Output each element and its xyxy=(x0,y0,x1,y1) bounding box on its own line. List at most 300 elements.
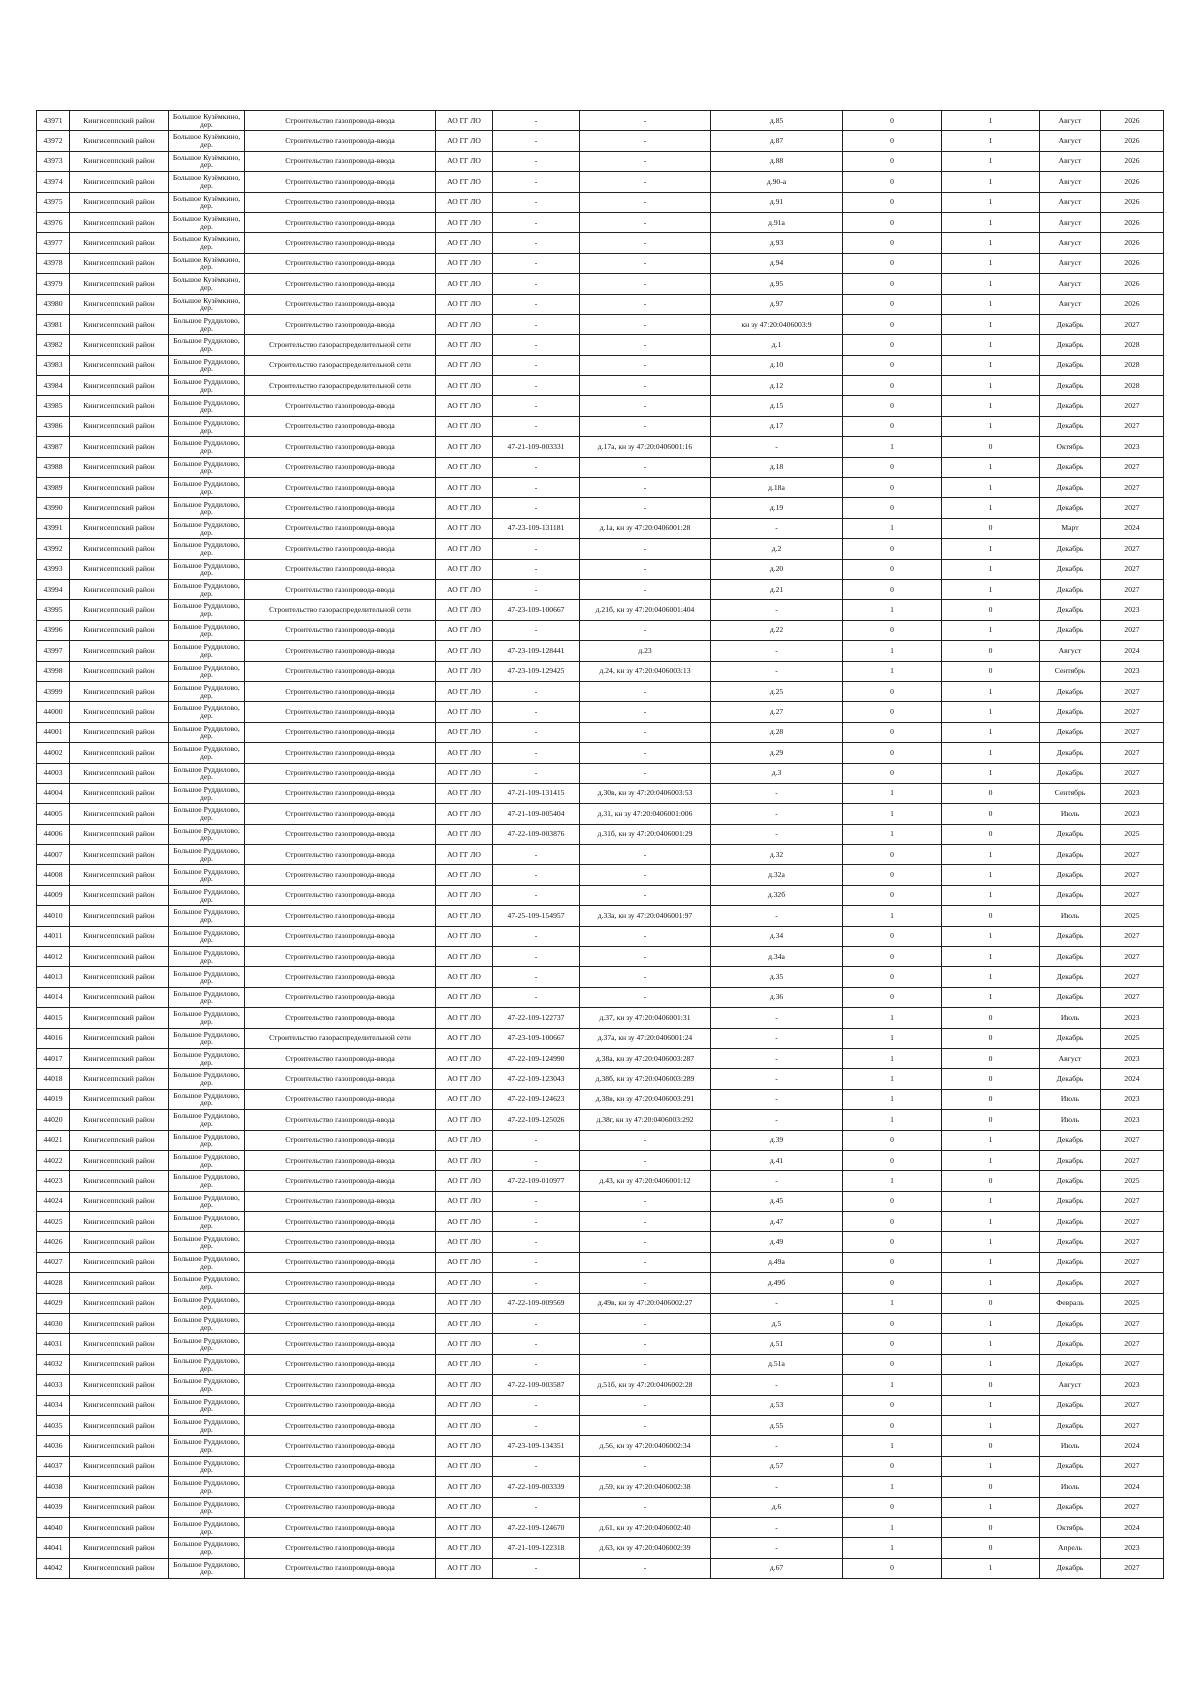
cell-application-number: - xyxy=(493,967,580,987)
cell-address-cadastral: - xyxy=(580,1497,711,1517)
cell-settlement: Большое Руддилово, дер. xyxy=(169,783,245,803)
cell-flag-a: 0 xyxy=(843,457,942,477)
cell-house-number: д.29 xyxy=(711,743,843,763)
table-row xyxy=(37,478,1164,498)
cell-district: Кингисеппский район xyxy=(70,478,169,498)
cell-application-number: 47-22-109-122737 xyxy=(493,1008,580,1028)
cell-month: Июль xyxy=(1040,1436,1101,1456)
cell-year: 2027 xyxy=(1101,1497,1164,1517)
cell-flag-a: 1 xyxy=(843,437,942,457)
cell-district: Кингисеппский район xyxy=(70,1273,169,1293)
cell-work-type: Строительство газопровода-ввода xyxy=(245,518,436,538)
table-row xyxy=(37,1395,1164,1415)
cell-work-type: Строительство газопровода-ввода xyxy=(245,192,436,212)
cell-organization: АО ГГ ЛО xyxy=(436,233,493,253)
cell-month: Декабрь xyxy=(1040,416,1101,436)
cell-organization: АО ГГ ЛО xyxy=(436,702,493,722)
cell-month: Август xyxy=(1040,131,1101,151)
cell-house-number: д.87 xyxy=(711,131,843,151)
cell-address-cadastral: - xyxy=(580,1191,711,1211)
table-row xyxy=(37,681,1164,701)
cell-application-number: 47-23-109-131181 xyxy=(493,518,580,538)
cell-row-number: 43972 xyxy=(37,131,70,151)
cell-district: Кингисеппский район xyxy=(70,1395,169,1415)
cell-house-number: д.22 xyxy=(711,620,843,640)
cell-organization: АО ГГ ЛО xyxy=(436,111,493,131)
cell-row-number: 44019 xyxy=(37,1089,70,1109)
cell-application-number: 47-22-109-003339 xyxy=(493,1477,580,1497)
cell-address-cadastral: - xyxy=(580,172,711,192)
cell-house-number: д.3 xyxy=(711,763,843,783)
cell-address-cadastral: д.37, кн зу 47:20:0406001:31 xyxy=(580,1008,711,1028)
cell-organization: АО ГГ ЛО xyxy=(436,926,493,946)
cell-work-type: Строительство газопровода-ввода xyxy=(245,641,436,661)
cell-district: Кингисеппский район xyxy=(70,865,169,885)
cell-flag-b: 1 xyxy=(942,1232,1040,1252)
cell-flag-b: 1 xyxy=(942,498,1040,518)
cell-address-cadastral: - xyxy=(580,1252,711,1272)
cell-row-number: 43988 xyxy=(37,457,70,477)
cell-year: 2027 xyxy=(1101,885,1164,905)
cell-work-type: Строительство газопровода-ввода xyxy=(245,1497,436,1517)
cell-organization: АО ГГ ЛО xyxy=(436,1089,493,1109)
cell-row-number: 43991 xyxy=(37,518,70,538)
cell-flag-b: 0 xyxy=(942,824,1040,844)
cell-year: 2023 xyxy=(1101,437,1164,457)
cell-address-cadastral: - xyxy=(580,335,711,355)
cell-application-number: - xyxy=(493,1191,580,1211)
cell-flag-a: 0 xyxy=(843,151,942,171)
cell-flag-b: 1 xyxy=(942,151,1040,171)
table-row xyxy=(37,131,1164,151)
cell-address-cadastral: - xyxy=(580,947,711,967)
cell-flag-b: 0 xyxy=(942,1171,1040,1191)
cell-row-number: 44018 xyxy=(37,1069,70,1089)
cell-house-number: д.17 xyxy=(711,416,843,436)
cell-settlement: Большое Руддилово, дер. xyxy=(169,1252,245,1272)
cell-work-type: Строительство газораспределительной сети xyxy=(245,376,436,396)
cell-flag-a: 1 xyxy=(843,1110,942,1130)
cell-application-number: 47-22-109-124623 xyxy=(493,1089,580,1109)
cell-organization: АО ГГ ЛО xyxy=(436,457,493,477)
cell-application-number: - xyxy=(493,1354,580,1374)
cell-flag-b: 1 xyxy=(942,967,1040,987)
cell-house-number: - xyxy=(711,661,843,681)
cell-application-number: - xyxy=(493,845,580,865)
cell-row-number: 43994 xyxy=(37,579,70,599)
cell-district: Кингисеппский район xyxy=(70,1477,169,1497)
cell-organization: АО ГГ ЛО xyxy=(436,824,493,844)
cell-district: Кингисеппский район xyxy=(70,376,169,396)
cell-row-number: 44011 xyxy=(37,926,70,946)
cell-organization: АО ГГ ЛО xyxy=(436,600,493,620)
cell-flag-a: 0 xyxy=(843,314,942,334)
cell-work-type: Строительство газопровода-ввода xyxy=(245,1252,436,1272)
cell-house-number: д.18а xyxy=(711,478,843,498)
cell-month: Декабрь xyxy=(1040,824,1101,844)
cell-year: 2026 xyxy=(1101,253,1164,273)
cell-house-number: - xyxy=(711,641,843,661)
cell-address-cadastral: д.38б, кн зу 47:20:0406003:289 xyxy=(580,1069,711,1089)
cell-month: Сентябрь xyxy=(1040,661,1101,681)
cell-work-type: Строительство газопровода-ввода xyxy=(245,478,436,498)
cell-address-cadastral: д.43, кн зу 47:20:0406001:12 xyxy=(580,1171,711,1191)
cell-row-number: 43975 xyxy=(37,192,70,212)
table-row xyxy=(37,1069,1164,1089)
cell-work-type: Строительство газопровода-ввода xyxy=(245,131,436,151)
cell-application-number: 47-22-109-123043 xyxy=(493,1069,580,1089)
cell-address-cadastral: д.59, кн зу 47:20:0406002:38 xyxy=(580,1477,711,1497)
cell-district: Кингисеппский район xyxy=(70,967,169,987)
cell-flag-a: 0 xyxy=(843,478,942,498)
cell-address-cadastral: - xyxy=(580,498,711,518)
cell-flag-b: 1 xyxy=(942,416,1040,436)
cell-application-number: - xyxy=(493,212,580,232)
cell-row-number: 43971 xyxy=(37,111,70,131)
table-row xyxy=(37,314,1164,334)
cell-application-number: - xyxy=(493,539,580,559)
cell-flag-b: 1 xyxy=(942,579,1040,599)
cell-house-number: д.88 xyxy=(711,151,843,171)
cell-district: Кингисеппский район xyxy=(70,1008,169,1028)
table-row xyxy=(37,539,1164,559)
cell-work-type: Строительство газопровода-ввода xyxy=(245,926,436,946)
cell-address-cadastral: д.38а, кн зу 47:20:0406003:287 xyxy=(580,1048,711,1068)
table-row xyxy=(37,620,1164,640)
cell-address-cadastral: - xyxy=(580,396,711,416)
cell-work-type: Строительство газопровода-ввода xyxy=(245,620,436,640)
cell-settlement: Большое Руддилово, дер. xyxy=(169,1314,245,1334)
cell-settlement: Большое Руддилово, дер. xyxy=(169,396,245,416)
cell-flag-b: 0 xyxy=(942,1477,1040,1497)
cell-application-number: 47-22-109-003876 xyxy=(493,824,580,844)
cell-house-number: д.93 xyxy=(711,233,843,253)
cell-organization: АО ГГ ЛО xyxy=(436,1436,493,1456)
cell-address-cadastral: - xyxy=(580,416,711,436)
cell-flag-a: 0 xyxy=(843,763,942,783)
table-row xyxy=(37,253,1164,273)
cell-year: 2026 xyxy=(1101,212,1164,232)
cell-flag-b: 1 xyxy=(942,1150,1040,1170)
cell-month: Август xyxy=(1040,212,1101,232)
cell-organization: АО ГГ ЛО xyxy=(436,1314,493,1334)
cell-application-number: - xyxy=(493,131,580,151)
table-row xyxy=(37,1089,1164,1109)
cell-organization: АО ГГ ЛО xyxy=(436,1416,493,1436)
cell-organization: АО ГГ ЛО xyxy=(436,1069,493,1089)
cell-row-number: 44029 xyxy=(37,1293,70,1313)
table-row xyxy=(37,274,1164,294)
cell-organization: АО ГГ ЛО xyxy=(436,498,493,518)
cell-application-number: - xyxy=(493,947,580,967)
cell-row-number: 44013 xyxy=(37,967,70,987)
cell-year: 2024 xyxy=(1101,1477,1164,1497)
cell-settlement: Большое Руддилово, дер. xyxy=(169,314,245,334)
cell-year: 2027 xyxy=(1101,865,1164,885)
cell-application-number: - xyxy=(493,253,580,273)
cell-flag-a: 1 xyxy=(843,906,942,926)
cell-flag-a: 0 xyxy=(843,987,942,1007)
cell-settlement: Большое Руддилово, дер. xyxy=(169,1273,245,1293)
cell-month: Август xyxy=(1040,1048,1101,1068)
table-row xyxy=(37,1130,1164,1150)
cell-district: Кингисеппский район xyxy=(70,457,169,477)
cell-year: 2023 xyxy=(1101,804,1164,824)
cell-settlement: Большое Руддилово, дер. xyxy=(169,824,245,844)
cell-row-number: 44017 xyxy=(37,1048,70,1068)
table-row xyxy=(37,600,1164,620)
cell-address-cadastral: - xyxy=(580,763,711,783)
cell-flag-a: 0 xyxy=(843,498,942,518)
cell-application-number: - xyxy=(493,1314,580,1334)
cell-house-number: д.39 xyxy=(711,1130,843,1150)
cell-settlement: Большое Руддилово, дер. xyxy=(169,1130,245,1150)
cell-organization: АО ГГ ЛО xyxy=(436,1558,493,1578)
cell-settlement: Большое Руддилово, дер. xyxy=(169,355,245,375)
cell-house-number: - xyxy=(711,1028,843,1048)
cell-district: Кингисеппский район xyxy=(70,783,169,803)
cell-flag-b: 1 xyxy=(942,1273,1040,1293)
cell-row-number: 44006 xyxy=(37,824,70,844)
table-row xyxy=(37,987,1164,1007)
cell-house-number: д.32б xyxy=(711,885,843,905)
table-row xyxy=(37,233,1164,253)
cell-house-number: - xyxy=(711,1517,843,1537)
cell-address-cadastral: - xyxy=(580,1150,711,1170)
cell-flag-b: 1 xyxy=(942,1334,1040,1354)
cell-house-number: д.27 xyxy=(711,702,843,722)
cell-settlement: Большое Руддилово, дер. xyxy=(169,865,245,885)
cell-work-type: Строительство газопровода-ввода xyxy=(245,274,436,294)
cell-address-cadastral: - xyxy=(580,131,711,151)
table-row xyxy=(37,579,1164,599)
cell-flag-a: 1 xyxy=(843,641,942,661)
cell-district: Кингисеппский район xyxy=(70,1048,169,1068)
cell-district: Кингисеппский район xyxy=(70,1110,169,1130)
cell-district: Кингисеппский район xyxy=(70,600,169,620)
cell-organization: АО ГГ ЛО xyxy=(436,518,493,538)
cell-flag-a: 1 xyxy=(843,1538,942,1558)
cell-house-number: - xyxy=(711,1375,843,1395)
cell-organization: АО ГГ ЛО xyxy=(436,845,493,865)
cell-flag-b: 0 xyxy=(942,783,1040,803)
cell-address-cadastral: - xyxy=(580,579,711,599)
cell-work-type: Строительство газопровода-ввода xyxy=(245,1395,436,1415)
cell-month: Декабрь xyxy=(1040,885,1101,905)
cell-flag-b: 1 xyxy=(942,335,1040,355)
cell-flag-b: 1 xyxy=(942,763,1040,783)
cell-year: 2027 xyxy=(1101,1395,1164,1415)
cell-year: 2026 xyxy=(1101,192,1164,212)
cell-house-number: д.35 xyxy=(711,967,843,987)
cell-year: 2027 xyxy=(1101,1416,1164,1436)
cell-application-number: - xyxy=(493,192,580,212)
cell-row-number: 44038 xyxy=(37,1477,70,1497)
cell-month: Декабрь xyxy=(1040,681,1101,701)
cell-work-type: Строительство газопровода-ввода xyxy=(245,294,436,314)
cell-house-number: д.57 xyxy=(711,1456,843,1476)
cell-row-number: 44039 xyxy=(37,1497,70,1517)
cell-flag-b: 1 xyxy=(942,1395,1040,1415)
cell-flag-a: 1 xyxy=(843,1436,942,1456)
cell-district: Кингисеппский район xyxy=(70,1252,169,1272)
cell-year: 2026 xyxy=(1101,274,1164,294)
cell-row-number: 43983 xyxy=(37,355,70,375)
cell-settlement: Большое Руддилово, дер. xyxy=(169,437,245,457)
cell-row-number: 44002 xyxy=(37,743,70,763)
cell-row-number: 44034 xyxy=(37,1395,70,1415)
cell-year: 2027 xyxy=(1101,416,1164,436)
cell-house-number: - xyxy=(711,804,843,824)
cell-month: Декабрь xyxy=(1040,314,1101,334)
cell-address-cadastral: д.23 xyxy=(580,641,711,661)
cell-flag-b: 1 xyxy=(942,1314,1040,1334)
cell-organization: АО ГГ ЛО xyxy=(436,641,493,661)
cell-work-type: Строительство газопровода-ввода xyxy=(245,559,436,579)
cell-flag-b: 1 xyxy=(942,865,1040,885)
cell-district: Кингисеппский район xyxy=(70,763,169,783)
cell-settlement: Большое Руддилово, дер. xyxy=(169,1089,245,1109)
cell-organization: АО ГГ ЛО xyxy=(436,1110,493,1130)
cell-month: Август xyxy=(1040,253,1101,273)
cell-address-cadastral: - xyxy=(580,192,711,212)
cell-organization: АО ГГ ЛО xyxy=(436,1048,493,1068)
cell-year: 2027 xyxy=(1101,1354,1164,1374)
cell-settlement: Большое Руддилово, дер. xyxy=(169,1293,245,1313)
cell-address-cadastral: - xyxy=(580,1212,711,1232)
cell-flag-a: 1 xyxy=(843,1171,942,1191)
cell-year: 2025 xyxy=(1101,824,1164,844)
table-row xyxy=(37,1517,1164,1537)
cell-year: 2027 xyxy=(1101,1130,1164,1150)
cell-application-number: - xyxy=(493,1232,580,1252)
table-row xyxy=(37,1314,1164,1334)
cell-district: Кингисеппский район xyxy=(70,804,169,824)
cell-year: 2027 xyxy=(1101,926,1164,946)
cell-flag-b: 0 xyxy=(942,1048,1040,1068)
cell-application-number: - xyxy=(493,579,580,599)
table-row xyxy=(37,824,1164,844)
cell-work-type: Строительство газопровода-ввода xyxy=(245,314,436,334)
cell-settlement: Большое Руддилово, дер. xyxy=(169,1375,245,1395)
cell-row-number: 44010 xyxy=(37,906,70,926)
cell-row-number: 43978 xyxy=(37,253,70,273)
cell-month: Декабрь xyxy=(1040,376,1101,396)
table-row xyxy=(37,926,1164,946)
cell-work-type: Строительство газопровода-ввода xyxy=(245,1008,436,1028)
cell-work-type: Строительство газопровода-ввода xyxy=(245,1048,436,1068)
cell-work-type: Строительство газопровода-ввода xyxy=(245,987,436,1007)
cell-row-number: 44025 xyxy=(37,1212,70,1232)
cell-flag-a: 0 xyxy=(843,559,942,579)
cell-month: Декабрь xyxy=(1040,702,1101,722)
table-row xyxy=(37,763,1164,783)
cell-organization: АО ГГ ЛО xyxy=(436,437,493,457)
cell-address-cadastral: - xyxy=(580,1354,711,1374)
cell-house-number: д.51а xyxy=(711,1354,843,1374)
cell-district: Кингисеппский район xyxy=(70,335,169,355)
cell-application-number: - xyxy=(493,172,580,192)
cell-house-number: - xyxy=(711,518,843,538)
cell-address-cadastral: д.1а, кн зу 47:20:0406001:28 xyxy=(580,518,711,538)
cell-year: 2028 xyxy=(1101,335,1164,355)
cell-row-number: 44014 xyxy=(37,987,70,1007)
cell-application-number: - xyxy=(493,763,580,783)
cell-row-number: 44030 xyxy=(37,1314,70,1334)
cell-settlement: Большое Руддилово, дер. xyxy=(169,1171,245,1191)
cell-district: Кингисеппский район xyxy=(70,885,169,905)
table-row xyxy=(37,641,1164,661)
cell-address-cadastral: - xyxy=(580,1334,711,1354)
cell-house-number: д.21 xyxy=(711,579,843,599)
cell-row-number: 43990 xyxy=(37,498,70,518)
cell-year: 2023 xyxy=(1101,1048,1164,1068)
cell-row-number: 43986 xyxy=(37,416,70,436)
cell-application-number: - xyxy=(493,1558,580,1578)
cell-house-number: - xyxy=(711,1538,843,1558)
table-row xyxy=(37,457,1164,477)
cell-address-cadastral: - xyxy=(580,539,711,559)
cell-address-cadastral: - xyxy=(580,987,711,1007)
cell-flag-b: 1 xyxy=(942,1191,1040,1211)
cell-district: Кингисеппский район xyxy=(70,1538,169,1558)
cell-address-cadastral: - xyxy=(580,885,711,905)
cell-organization: АО ГГ ЛО xyxy=(436,1477,493,1497)
cell-month: Декабрь xyxy=(1040,457,1101,477)
cell-month: Декабрь xyxy=(1040,1171,1101,1191)
cell-work-type: Строительство газопровода-ввода xyxy=(245,824,436,844)
cell-address-cadastral: - xyxy=(580,151,711,171)
cell-month: Декабрь xyxy=(1040,926,1101,946)
cell-row-number: 43999 xyxy=(37,681,70,701)
cell-year: 2023 xyxy=(1101,1089,1164,1109)
cell-address-cadastral: д.38г, кн зу 47:20:0406003:292 xyxy=(580,1110,711,1130)
cell-settlement: Большое Руддилово, дер. xyxy=(169,478,245,498)
cell-flag-b: 1 xyxy=(942,355,1040,375)
cell-year: 2028 xyxy=(1101,376,1164,396)
cell-house-number: д.6 xyxy=(711,1497,843,1517)
cell-work-type: Строительство газопровода-ввода xyxy=(245,681,436,701)
cell-flag-b: 1 xyxy=(942,111,1040,131)
cell-settlement: Большое Руддилово, дер. xyxy=(169,376,245,396)
cell-work-type: Строительство газопровода-ввода xyxy=(245,1558,436,1578)
cell-work-type: Строительство газопровода-ввода xyxy=(245,151,436,171)
cell-organization: АО ГГ ЛО xyxy=(436,1334,493,1354)
cell-district: Кингисеппский район xyxy=(70,559,169,579)
cell-house-number: д.34 xyxy=(711,926,843,946)
cell-flag-a: 0 xyxy=(843,1334,942,1354)
cell-month: Июль xyxy=(1040,1477,1101,1497)
table-row xyxy=(37,1334,1164,1354)
cell-flag-a: 1 xyxy=(843,518,942,538)
cell-district: Кингисеппский район xyxy=(70,947,169,967)
cell-row-number: 43976 xyxy=(37,212,70,232)
cell-district: Кингисеппский район xyxy=(70,926,169,946)
cell-address-cadastral: - xyxy=(580,314,711,334)
cell-district: Кингисеппский район xyxy=(70,1497,169,1517)
cell-house-number: - xyxy=(711,1293,843,1313)
cell-application-number: - xyxy=(493,111,580,131)
cell-flag-a: 0 xyxy=(843,743,942,763)
cell-application-number: - xyxy=(493,294,580,314)
cell-flag-b: 0 xyxy=(942,1375,1040,1395)
cell-month: Февраль xyxy=(1040,1293,1101,1313)
cell-house-number: - xyxy=(711,824,843,844)
cell-work-type: Строительство газопровода-ввода xyxy=(245,885,436,905)
cell-address-cadastral: - xyxy=(580,376,711,396)
cell-house-number: - xyxy=(711,437,843,457)
cell-application-number: - xyxy=(493,396,580,416)
